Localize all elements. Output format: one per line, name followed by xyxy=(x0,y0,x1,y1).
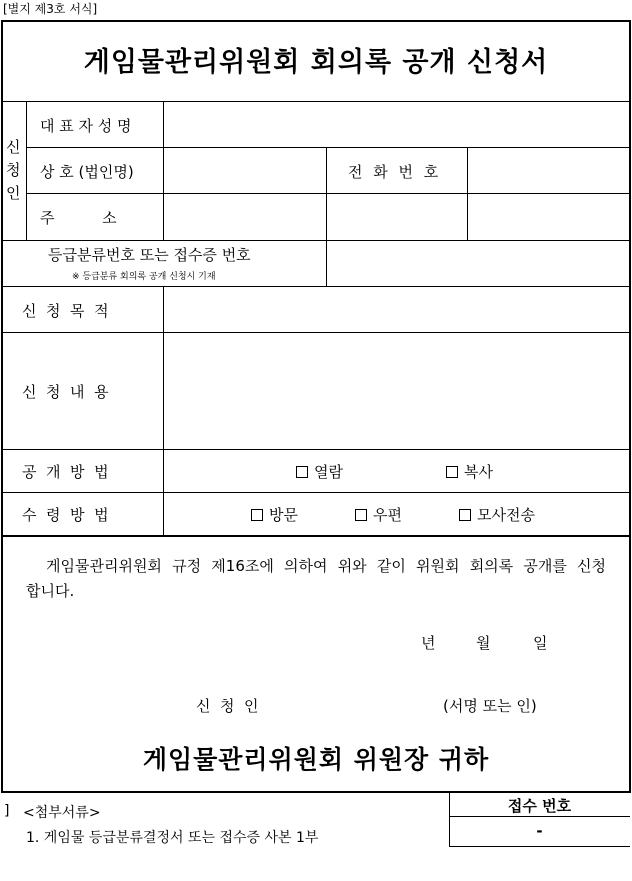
rep-name-field[interactable] xyxy=(165,103,628,146)
rating-no-field[interactable] xyxy=(328,242,628,285)
rating-no-label: 등급분류번호 또는 접수증 번호 xyxy=(48,246,251,264)
rule-rating-col xyxy=(326,240,327,286)
disclosure-option-copy-label: 복사 xyxy=(464,463,493,481)
rule-receipt-box-mid xyxy=(449,816,630,817)
receipt-option-visit[interactable] xyxy=(251,504,298,525)
receipt-option-fax[interactable] xyxy=(459,504,535,525)
receipt-option-fax-label: 모사전송 xyxy=(477,506,535,524)
disclosure-option-view[interactable] xyxy=(296,461,343,482)
rule-frame-bottom xyxy=(1,791,631,793)
date-month: 월 xyxy=(476,634,491,652)
attachments-bracket: ] xyxy=(4,803,10,819)
form-title: 게임물관리위원회 회의록 공개 신청서 xyxy=(83,47,549,78)
receipt-option-visit-label: 방문 xyxy=(269,506,298,524)
frame-right xyxy=(629,20,631,793)
rule-row1 xyxy=(26,147,630,148)
rule-label-col-b xyxy=(163,286,164,535)
phone-label: 전 화 번 호 xyxy=(348,163,442,181)
receipt-option-mail-label: 우편 xyxy=(373,506,402,524)
rating-no-note: ※ 등급분류 회의록 공개 신청시 기재 xyxy=(72,272,216,282)
disclosure-option-view-label: 열람 xyxy=(314,463,343,481)
date-day: 일 xyxy=(533,634,548,652)
rule-rating-bottom xyxy=(1,286,631,287)
receipt-option-mail[interactable] xyxy=(355,504,402,525)
disclosure-label: 공 개 방 법 xyxy=(22,463,109,481)
rule-title-bottom xyxy=(1,101,631,102)
content-field[interactable] xyxy=(165,334,628,448)
phone-field[interactable] xyxy=(469,149,628,192)
purpose-field[interactable] xyxy=(165,288,628,331)
company-field[interactable] xyxy=(165,149,325,192)
sign-hint: (서명 또는 인) xyxy=(443,697,537,715)
date-year: 년 xyxy=(421,634,436,652)
rule-label-col-a xyxy=(163,101,164,240)
rep-name-label: 대 표 자 성 명 xyxy=(40,117,132,135)
addressee: 게임물관리위원회 위원장 귀하 xyxy=(142,745,490,774)
checkbox-icon[interactable] xyxy=(446,466,458,478)
frame-top xyxy=(1,20,631,22)
company-label: 상 호 (법인명) xyxy=(40,163,134,181)
purpose-label: 신 청 목 적 xyxy=(22,302,109,320)
address-label: 주 소 xyxy=(40,209,117,227)
rule-purpose-bottom xyxy=(1,332,631,333)
disclosure-option-copy[interactable] xyxy=(446,461,493,482)
applicant-section-label-2: 청 xyxy=(6,161,21,179)
checkbox-icon[interactable] xyxy=(296,466,308,478)
frame-left xyxy=(1,20,3,793)
statement-text: 게임물관리위원회 규정 제16조에 의하여 위와 같이 위원회 회의록 공개를 신청합니다. xyxy=(26,557,606,600)
rule-disclosure-bottom xyxy=(1,492,631,493)
rule-applicant-col xyxy=(26,101,27,240)
receipt-number-value: - xyxy=(536,822,543,840)
receipt-method-label: 수 령 방 법 xyxy=(22,506,109,524)
checkbox-icon[interactable] xyxy=(251,509,263,521)
applicant-section-label-1: 신 xyxy=(6,138,21,156)
applicant-section-label-3: 인 xyxy=(6,184,21,202)
checkbox-icon[interactable] xyxy=(459,509,471,521)
attachments-header: <첨부서류> xyxy=(23,805,101,821)
attachment-item: 1. 게임물 등급분류결정서 또는 접수증 사본 1부 xyxy=(26,830,319,846)
rule-applicant-bottom xyxy=(1,240,631,241)
receipt-number-label: 접수 번호 xyxy=(507,797,572,815)
rule-receipt-box-bottom xyxy=(449,846,630,847)
rule-content-bottom xyxy=(1,449,631,450)
checkbox-icon[interactable] xyxy=(355,509,367,521)
rule-receipt-bottom xyxy=(1,535,631,537)
address-field[interactable] xyxy=(165,195,628,239)
signer-label: 신 청 인 xyxy=(196,697,259,715)
rule-row2 xyxy=(26,193,630,194)
content-label: 신 청 내 용 xyxy=(22,383,109,401)
form-tag: [별지 제3호 서식] xyxy=(3,2,98,16)
